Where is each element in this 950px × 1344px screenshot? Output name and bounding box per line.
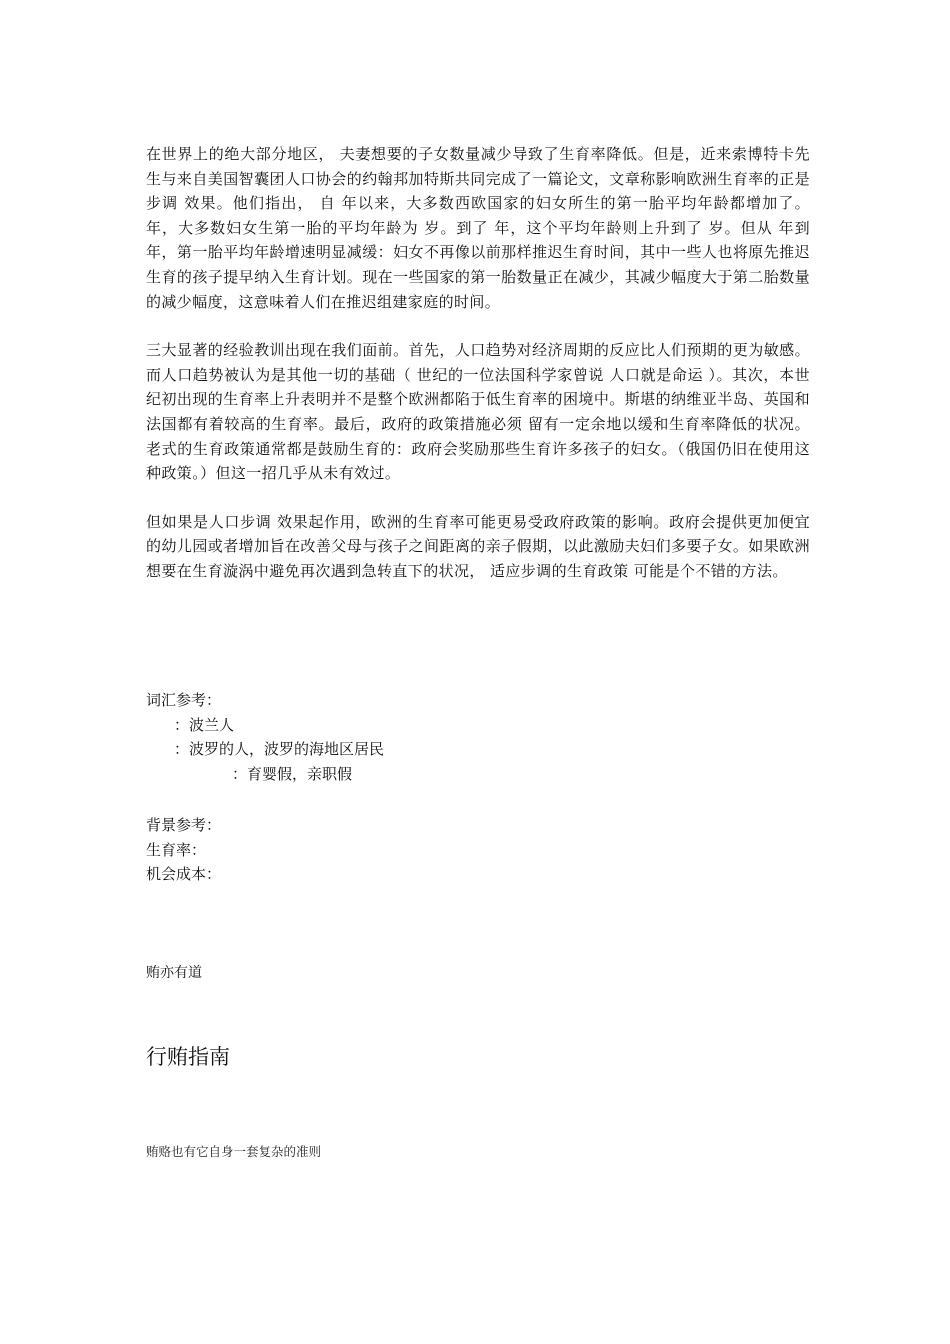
article-paragraph-1: 在世界上的绝大部分地区， 夫妻想要的子女数量减少导致了生育率降低。但是，近来索博特卡先生与来自美国智囊团人口协会的约翰邦加特斯共同完成了一篇论文，文章称影响欧洲生育率的正是 步调 效果。他们指出， 自 年以来，大多数西欧国家的妇女所生的第一胎平均年龄都增加了。 年，大多数妇女生第一胎的平均年龄为 岁。到了 年，这个平均年龄则上升到了 岁。但从 年到 年，第一胎平均年龄增速明显减缓：妇女不再像以前那样推迟生育时间，其中一些人也将原先推迟生育的孩子提早纳入生育计划。现在一些国家的第一胎数量正在减少，其减少幅度大于第二胎数量的减少幅度，这意味着人们在推迟组建家庭的时间。 xyxy=(146,145,810,311)
vocabulary-item-baltic: ：波罗的人，波罗的海地区居民 xyxy=(174,740,385,759)
article-paragraph-2: 三大显著的经验教训出现在我们面前。首先，人口趋势对经济周期的反应比人们预期的更为敏感。而人口趋势被认为是其他一切的基础（ 世纪的一位法国科学家曾说 人口就是命运 ）。其次，本世纪初出现的生育率上升表明并不是整个欧洲都陷于低生育率的困境中。斯堪的纳维亚半岛、英国和法国都有着较高的生育率。最后，政府的政策措施必须 留有一定余地以缓和生育率降低的状况。老式的生育政策通常都是鼓励生育的：政府会奖励那些生育许多孩子的妇女。（俄国仍旧在使用这种政策。）但这一招几乎从未有效过。 xyxy=(146,341,810,483)
section-title: 行贿指南 xyxy=(146,1045,230,1069)
vocabulary-title: 词汇参考： xyxy=(146,691,222,709)
article-body xyxy=(146,142,810,584)
vocabulary-item-polish: ：波兰人 xyxy=(174,715,235,734)
background-title: 背景参考： xyxy=(146,816,222,834)
background-section xyxy=(146,813,810,887)
background-item-fertility-rate: 生育率： xyxy=(146,840,207,859)
article-paragraph-3: 但如果是人口步调 效果起作用，欧洲的生育率可能更易受政府政策的影响。政府会提供更加便宜的幼儿园或者增加旨在改善父母与孩子之间距离的亲子假期，以此激励夫妇们多要子女。如果欧洲想要在生育漩涡中避免再次遇到急转直下的状况， 适应步调的生育政策 可能是个不错的方法。 xyxy=(146,512,810,580)
section-kicker: 贿亦有道 xyxy=(146,965,202,981)
vocabulary-item-parental-leave: ：育婴假，亲职假 xyxy=(232,764,353,783)
background-item-opportunity-cost: 机会成本： xyxy=(146,865,222,884)
section-subtitle: 贿赂也有它自身一套复杂的准则 xyxy=(146,1144,322,1159)
vocabulary-section xyxy=(146,688,810,786)
